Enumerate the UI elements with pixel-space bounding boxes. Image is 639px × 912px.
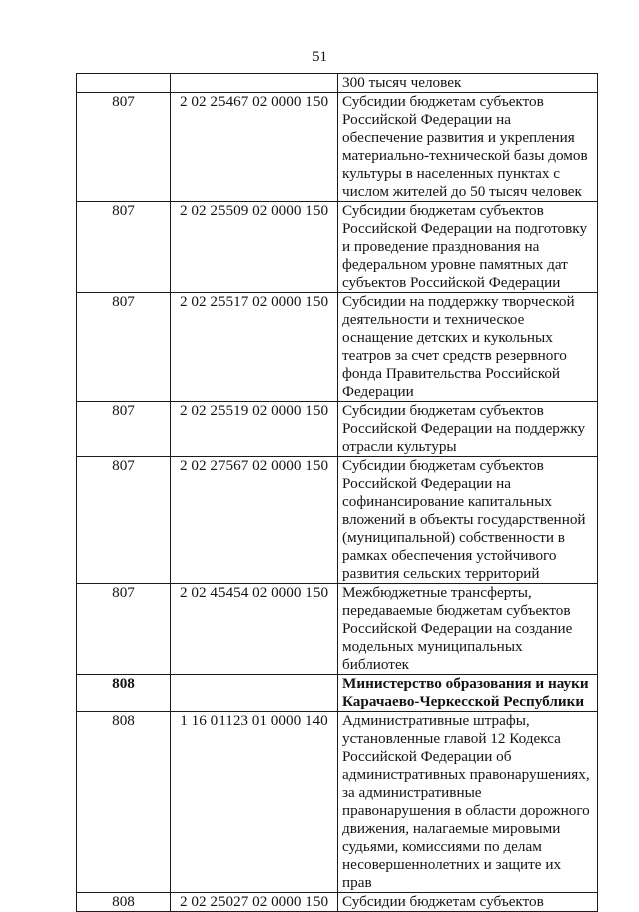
table-row	[77, 293, 598, 402]
page-number: 51	[312, 49, 327, 65]
budget-code-cell: 2 02 25517 02 0000 150	[171, 293, 338, 402]
revenue-name-cell: Административные штрафы, установленные главой 12 Кодекса Российской Федерации об административных правонарушениях, за административные правонарушения в области дорожного движения, налагаемые мировыми судьями, комиссиями по делам несовершеннолетних и защите их прав	[338, 712, 598, 893]
budget-code-cell: 1 16 01123 01 0000 140	[171, 712, 338, 893]
table-row	[77, 402, 598, 457]
admin-code-cell: 808	[77, 675, 171, 712]
table-row	[77, 93, 598, 202]
revenue-name-cell: Межбюджетные трансферты, передаваемые бюджетам субъектов Российской Федерации на создание модельных муниципальных библиотек	[338, 584, 598, 675]
revenue-name-cell: Министерство образования и науки Карачаево-Черкесской Республики	[338, 675, 598, 712]
table-body	[77, 74, 598, 912]
revenue-name-cell: 300 тысяч человек	[338, 74, 598, 93]
budget-code-cell: 2 02 25519 02 0000 150	[171, 402, 338, 457]
budget-code-cell: 2 02 25467 02 0000 150	[171, 93, 338, 202]
admin-code-cell: 807	[77, 584, 171, 675]
revenue-name-cell: Субсидии на поддержку творческой деятельности и техническое оснащение детских и кукольных театров за счет средств резервного фонда Правительства Российской Федерации	[338, 293, 598, 402]
budget-code-cell: 2 02 25509 02 0000 150	[171, 202, 338, 293]
admin-code-cell: 807	[77, 402, 171, 457]
revenue-name-cell: Субсидии бюджетам субъектов Российской Федерации на подготовку и проведение празднования на федеральном уровне памятных дат субъектов Российской Федерации	[338, 202, 598, 293]
budget-code-cell: 2 02 25027 02 0000 150	[171, 893, 338, 912]
budget-code-cell	[171, 675, 338, 712]
revenue-name-cell: Субсидии бюджетам субъектов Российской Федерации на обеспечение развития и укрепления материально-технической базы домов культуры в населенных пунктах с числом жителей до 50 тысяч человек	[338, 93, 598, 202]
admin-code-cell: 808	[77, 712, 171, 893]
admin-code-cell: 807	[77, 293, 171, 402]
admin-code-cell: 807	[77, 93, 171, 202]
table-row	[77, 457, 598, 584]
budget-code-cell: 2 02 27567 02 0000 150	[171, 457, 338, 584]
table-row	[77, 584, 598, 675]
table-row	[77, 712, 598, 893]
table-row	[77, 675, 598, 712]
table-row	[77, 893, 598, 912]
admin-code-cell: 807	[77, 202, 171, 293]
admin-code-cell: 808	[77, 893, 171, 912]
table-row	[77, 202, 598, 293]
table-row	[77, 74, 598, 93]
admin-code-cell	[77, 74, 171, 93]
budget-code-cell	[171, 74, 338, 93]
budget-codes-table	[76, 73, 598, 912]
budget-code-cell: 2 02 45454 02 0000 150	[171, 584, 338, 675]
revenue-name-cell: Субсидии бюджетам субъектов Российской Федерации на софинансирование капитальных вложений в объекты государственной (муниципальной) собственности в рамках обеспечения устойчивого развития сельских территорий	[338, 457, 598, 584]
admin-code-cell: 807	[77, 457, 171, 584]
revenue-name-cell: Субсидии бюджетам субъектов	[338, 893, 598, 912]
revenue-name-cell: Субсидии бюджетам субъектов Российской Федерации на поддержку отрасли культуры	[338, 402, 598, 457]
